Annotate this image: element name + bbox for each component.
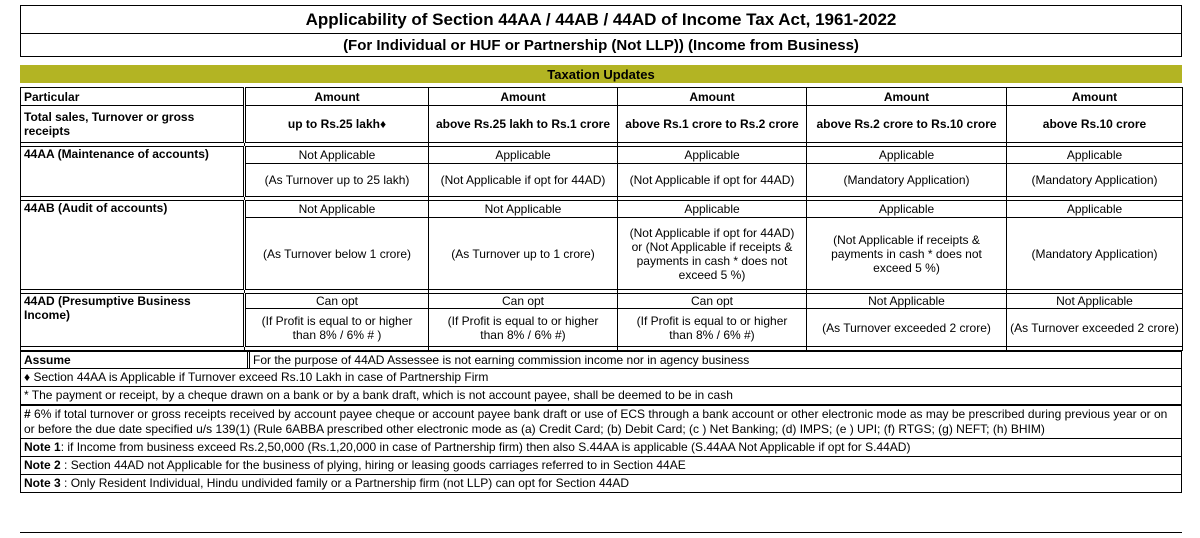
status-cell: Applicable <box>618 147 807 164</box>
note-label: Note 3 <box>24 476 61 490</box>
footnote-star: * The payment or receipt, by a cheque drawn on a bank or by a bank draft, which is not account payee, shall be deemed to be in cash <box>20 387 1182 406</box>
note-3 <box>20 475 1182 493</box>
status-cell: Not Applicable <box>245 147 429 164</box>
status-cell: Not Applicable <box>1007 294 1183 309</box>
status-cell: Applicable <box>807 147 1007 164</box>
turnover-slab: above Rs.1 crore to Rs.2 crore <box>618 106 807 143</box>
note-1 <box>20 439 1182 457</box>
note-text: if Income from business exceed Rs.2,50,000 (Rs.1,20,000 in case of Partnership firm) then also S.44AA is applicable (S.44AA Not Applicable if opt for S.44AD) <box>67 440 911 454</box>
note-cell: (Not Applicable if opt for 44AD) <box>429 164 618 197</box>
note-cell: (Not Applicable if opt for 44AD) or (Not Applicable if receipts & payments in cash * does not exceed 5 %) <box>618 218 807 290</box>
header-amount: Amount <box>807 88 1007 106</box>
note-cell: (If Profit is equal to or higher than 8% / 6% # ) <box>245 309 429 347</box>
turnover-slab: above Rs.2 crore to Rs.10 crore <box>807 106 1007 143</box>
status-cell: Can opt <box>245 294 429 309</box>
taxation-updates-banner: Taxation Updates <box>20 65 1182 83</box>
turnover-slab: above Rs.10 crore <box>1007 106 1183 143</box>
applicability-table <box>20 87 1183 351</box>
page-title: Applicability of Section 44AA / 44AB / 44AD of Income Tax Act, 1961-2022 <box>20 5 1182 34</box>
note-cell: (Mandatory Application) <box>1007 218 1183 290</box>
header-particular: Particular <box>21 88 245 106</box>
note-label: Note 2 <box>24 458 61 472</box>
note-cell: (Not Applicable if opt for 44AD) <box>618 164 807 197</box>
section-44aa-label: 44AA (Maintenance of accounts) <box>21 147 245 197</box>
hash-mark: # <box>24 407 31 421</box>
note-cell: (As Turnover exceeded 2 crore) <box>807 309 1007 347</box>
note-cell: (If Profit is equal to or higher than 8% / 6% #) <box>429 309 618 347</box>
section-44ab-label: 44AB (Audit of accounts) <box>21 201 245 290</box>
status-cell: Applicable <box>1007 201 1183 218</box>
header-amount: Amount <box>245 88 429 106</box>
aa-status-row <box>21 147 1183 164</box>
status-cell: Applicable <box>429 147 618 164</box>
note-cell: (Mandatory Application) <box>1007 164 1183 197</box>
note-cell: (If Profit is equal to or higher than 8% / 6% #) <box>618 309 807 347</box>
turnover-slab: up to Rs.25 lakh♦ <box>245 106 429 143</box>
status-cell: Can opt <box>618 294 807 309</box>
note-text: Section 44AD not Applicable for the business of plying, hiring or leasing goods carriages referred to in Section 44AE <box>70 458 686 472</box>
document <box>20 5 1182 493</box>
note-cell: (Mandatory Application) <box>807 164 1007 197</box>
page-subtitle: (For Individual or HUF or Partnership (Not LLP)) (Income from Business) <box>20 34 1182 57</box>
assume-row <box>20 351 1182 369</box>
header-amount: Amount <box>429 88 618 106</box>
note-label: Note 1 <box>24 440 61 454</box>
status-cell: Can opt <box>429 294 618 309</box>
turnover-row <box>21 106 1183 143</box>
note-cell: (As Turnover exceeded 2 crore) <box>1007 309 1183 347</box>
status-cell: Applicable <box>1007 147 1183 164</box>
bottom-divider <box>20 532 1182 533</box>
turnover-label: Total sales, Turnover or gross receipts <box>21 106 245 143</box>
header-amount: Amount <box>1007 88 1183 106</box>
note-cell: (Not Applicable if receipts & payments in cash * does not exceed 5 %) <box>807 218 1007 290</box>
ad-status-row <box>21 294 1183 309</box>
assume-label: Assume <box>21 352 250 368</box>
footnote-hash <box>20 406 1182 439</box>
note-separator: : <box>60 476 71 490</box>
footnotes <box>20 351 1182 493</box>
note-cell: (As Turnover up to 1 crore) <box>429 218 618 290</box>
footnote-diamond: ♦ Section 44AA is Applicable if Turnover exceed Rs.10 Lakh in case of Partnership Firm <box>20 369 1182 387</box>
status-cell: Not Applicable <box>429 201 618 218</box>
assume-text: For the purpose of 44AD Assessee is not earning commission income nor in agency business <box>253 353 750 367</box>
status-cell: Applicable <box>618 201 807 218</box>
status-cell: Not Applicable <box>245 201 429 218</box>
footnote-hash-text: 6% if total turnover or gross receipts received by account payee cheque or account payee bank draft or use of ECS through a bank account or other electronic mode as may be prescribed during previous year or on or before the due date specified u/s 139(1) (Rule 6ABBA prescribed other electronic mode as (a) Credit Card; (b) Debit Card; (c ) Net Banking; (d) IMPS; (e ) UPI; (f) RTGS; (g) NEFT; (h) BHIM) <box>24 407 1168 436</box>
turnover-slab: above Rs.25 lakh to Rs.1 crore <box>429 106 618 143</box>
note-cell: (As Turnover up to 25 lakh) <box>245 164 429 197</box>
note-cell: (As Turnover below 1 crore) <box>245 218 429 290</box>
table-header-row <box>21 88 1183 106</box>
note-separator: : <box>60 440 68 454</box>
header-amount: Amount <box>618 88 807 106</box>
status-cell: Applicable <box>807 201 1007 218</box>
note-text: Only Resident Individual, Hindu undivided family or a Partnership firm (not LLP) can opt for Section 44AD <box>70 476 629 490</box>
section-44ad-label: 44AD (Presumptive Business Income) <box>21 294 245 347</box>
ab-status-row <box>21 201 1183 218</box>
status-cell: Not Applicable <box>807 294 1007 309</box>
note-separator: : <box>60 458 71 472</box>
note-2 <box>20 457 1182 475</box>
